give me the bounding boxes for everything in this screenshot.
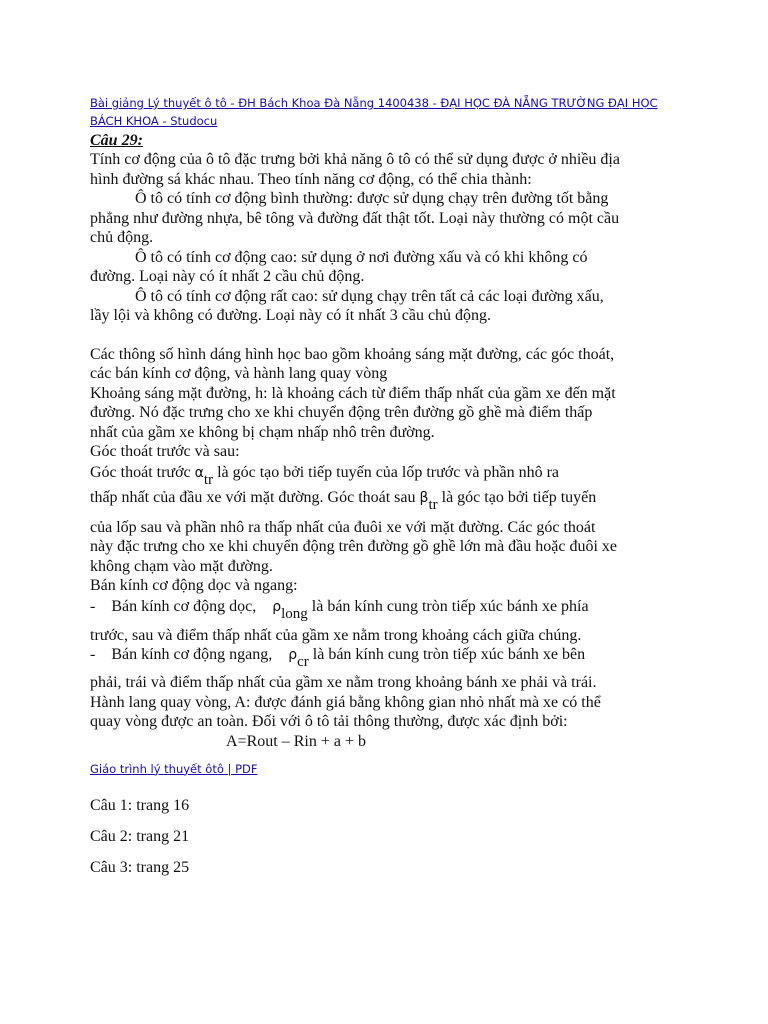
- alpha-symbol: α: [194, 464, 204, 481]
- text-span: - Bán kính cơ động ngang,: [90, 646, 289, 663]
- paragraph-high-mobility: Ô tô có tính cơ động cao: sử dụng ở nơi đường xấu và có khi không có đường. Loại này có ít nhất 2 cầu chủ động.: [90, 248, 588, 285]
- approach-angle-rest: của lốp sau và phần nhô ra thấp nhất của đuôi xe với mặt đường. Các góc thoát này đặc trưng cho xe khi chuyển động trên đường gồ ghề lớn mà đầu hoặc đuôi xe không chạm vào mặt đường.: [90, 518, 618, 575]
- text-span: là góc tạo bởi tiếp tuyến: [437, 488, 597, 506]
- paragraph-turning-corridor: Hành lang quay vòng, A: được đánh giá bằng không gian nhỏ nhất mà xe có thể quay vòng được an toàn. Đối với ô tô tải thông thường, được xác định bởi:: [90, 693, 601, 730]
- rho-symbol: ρ: [272, 598, 282, 615]
- paragraph-approach-angle: [90, 462, 620, 577]
- longitudinal-radius-line-2: trước, sau và điểm thấp nhất của gầm xe nằm trong khoảng cách giữa chúng.: [90, 626, 582, 644]
- turning-corridor-formula: A=Rout – Rin + a + b: [226, 732, 366, 750]
- beta-symbol: β: [419, 489, 429, 506]
- alpha-subscript: tr: [203, 471, 214, 488]
- text-span: Góc thoát trước: [90, 463, 195, 481]
- text-span: - Bán kính cơ động dọc,: [90, 597, 273, 615]
- lateral-radius-line-1: [90, 645, 620, 670]
- approach-angle-line-2: [90, 484, 620, 512]
- rho-long-subscript: long: [281, 605, 308, 622]
- rho-cr-subscript: cr: [297, 654, 309, 670]
- rho-symbol: ρ: [288, 647, 298, 663]
- blank-line: [90, 326, 690, 345]
- beta-subscript: tr: [428, 496, 438, 513]
- page-ref-item: Câu 2: trang 21: [90, 827, 190, 845]
- question-title: Câu 29:: [90, 132, 143, 149]
- text-span: là bán kính cung tròn tiếp xúc bánh xe phía: [307, 597, 589, 615]
- paragraph-lateral-radius: [90, 645, 620, 693]
- text-span: là bán kính cung tròn tiếp xúc bánh xe bên: [308, 646, 586, 663]
- approach-angle-line-1: [90, 462, 620, 488]
- source-link-studocu[interactable]: Bài giảng Lý thuyết ô tô - ĐH Bách Khoa Đà Nẵng 1400438 - ĐẠI HỌC ĐÀ NẴNG TRƯỜNG ĐẠI HỌC BÁCH KHOA - Studocu: [90, 96, 658, 128]
- longitudinal-radius-line-1: [90, 596, 620, 622]
- page-ref-item: Câu 1: trang 16: [90, 796, 190, 814]
- document-body: [90, 94, 690, 878]
- text-span: là góc tạo bởi tiếp tuyến của lốp trước và phần nhô ra: [213, 463, 559, 481]
- paragraph-normal-mobility: Ô tô có tính cơ động bình thường: được sử dụng chạy trên đường tốt bằng phẳng như đường nhựa, bê tông và đường đất thật tốt. Loại này thường có một cầu chủ động.: [90, 190, 620, 246]
- page-ref-item: Câu 3: trang 25: [90, 858, 190, 876]
- text-span: thấp nhất của đầu xe với mặt đường. Góc thoát sau: [90, 488, 420, 506]
- paragraph-radius-heading: Bán kính cơ động dọc và ngang:: [90, 577, 298, 594]
- lateral-radius-line-2: phải, trái và điểm thấp nhất của gầm xe nằm trong khoảng bánh xe phải và trái.: [90, 674, 597, 691]
- paragraph-angles-heading: Góc thoát trước và sau:: [90, 443, 240, 460]
- paragraph-geometry: Các thông số hình dáng hình học bao gồm khoảng sáng mặt đường, các góc thoát, các bán kính cơ động, và hành lang quay vòng: [90, 345, 615, 382]
- paragraph-intro: Tính cơ động của ô tô đặc trưng bởi khả năng ô tô có thể sử dụng được ở nhiều địa hình đường sá khác nhau. Theo tính năng cơ động, có thể chia thành:: [90, 151, 620, 188]
- paragraph-longitudinal-radius: [90, 596, 620, 646]
- source-link-textbook-pdf[interactable]: Giáo trình lý thuyết ôtô | PDF: [90, 761, 258, 776]
- paragraph-ground-clearance: Khoảng sáng mặt đường, h: là khoảng cách từ điểm thấp nhất của gầm xe đến mặt đường. Nó đặc trưng cho xe khi chuyển động trên đường gồ ghề mà điểm thấp nhất của gầm xe không bị chạm nhấp nhô trên đường.: [90, 384, 616, 441]
- paragraph-very-high-mobility: Ô tô có tính cơ động rất cao: sử dụng chạy trên tất cả các loại đường xấu, lầy lội và không có đường. Loại này có ít nhất 3 cầu chủ động.: [90, 287, 604, 324]
